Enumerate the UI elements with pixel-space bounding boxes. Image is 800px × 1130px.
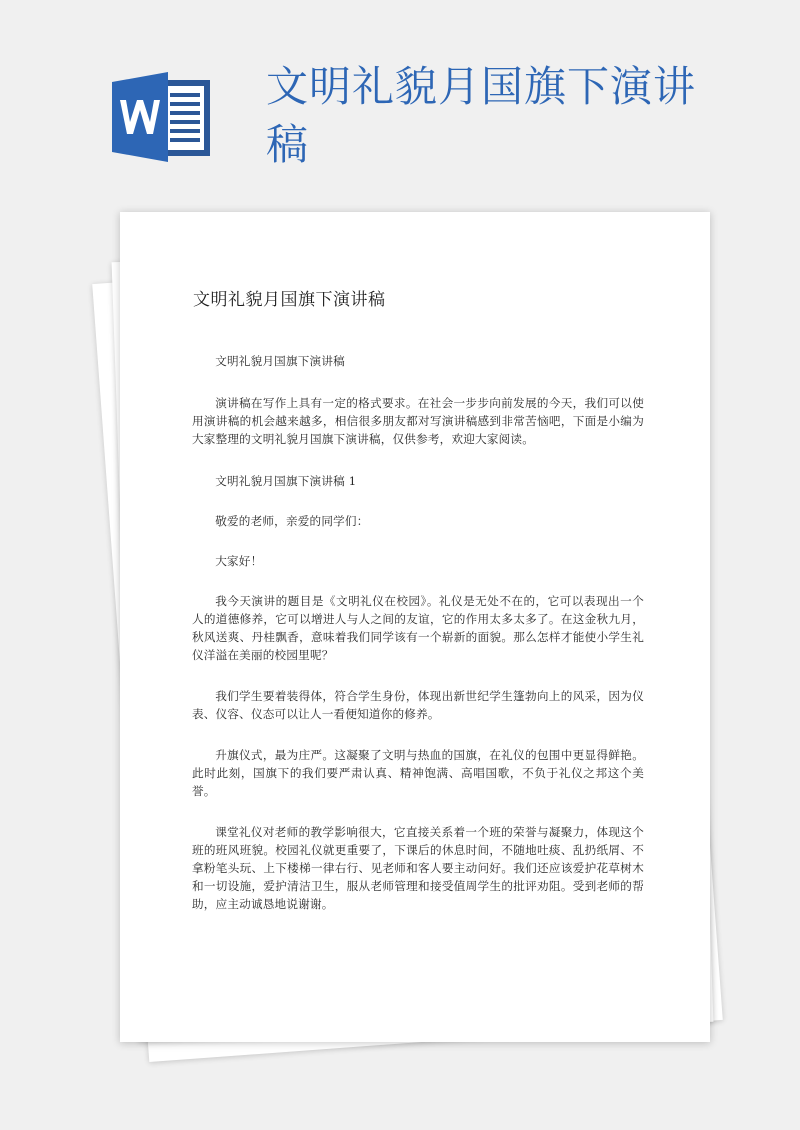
intro-paragraph: 演讲稿在写作上具有一定的格式要求。在社会一步步向前发展的今天，我们可以使用演讲稿的机会越来越多，相信很多朋友都对写演讲稿感到非常苦恼吧，下面是小编为大家整理的文明礼貌月国旗下演讲稿，仅供参考，欢迎大家阅读。 [192,396,644,446]
section-heading: 文明礼貌月国旗下演讲稿 1 [215,474,357,488]
body-paragraph: 我们学生要着装得体，符合学生身份，体现出新世纪学生篷勃向上的风采，因为仪表、仪容、仪态可以让人一看便知道你的修养。 [192,689,644,721]
greeting-line: 大家好！ [215,554,263,568]
word-document-icon [112,72,214,162]
body-paragraph: 升旗仪式，最为庄严。这凝聚了文明与热血的国旗，在礼仪的包围中更显得鲜艳。此时此刻，国旗下的我们要严肃认真、精神饱满、高唱国歌，不负于礼仪之邦这个美誉。 [192,748,644,798]
body-paragraph: 课堂礼仪对老师的教学影响很大，它直接关系着一个班的荣誉与凝聚力，体现这个班的班风班貌。校园礼仪就更重要了，下课后的休息时间，不随地吐痰、乱扔纸屑、不拿粉笔头玩、上下楼梯一律右行、见老师和客人要主动问好。我们还应该爱护花草树木和一切设施，爱护清洁卫生，服从老师管理和接受值周学生的批评劝阻。受到老师的帮助，应主动诚恳地说谢谢。 [192,825,644,911]
document-page [120,212,710,1042]
document-body [192,352,644,913]
document-title: 文明礼貌月国旗下演讲稿 [193,290,386,310]
page-title: 文明礼貌月国旗下演讲稿 [266,62,697,169]
salutation-line: 敬爱的老师，亲爱的同学们： [215,514,369,528]
document-subtitle: 文明礼貌月国旗下演讲稿 [215,354,345,368]
body-paragraph: 我今天演讲的题目是《文明礼仪在校园》。礼仪是无处不在的，它可以表现出一个人的道德修养，它可以增进人与人之间的友谊，它的作用太多太多了。在这金秋九月，秋风送爽、丹桂飘香，意味着我们同学该有一个崭新的面貌。那么怎样才能使小学生礼仪洋溢在美丽的校园里呢？ [192,594,644,662]
